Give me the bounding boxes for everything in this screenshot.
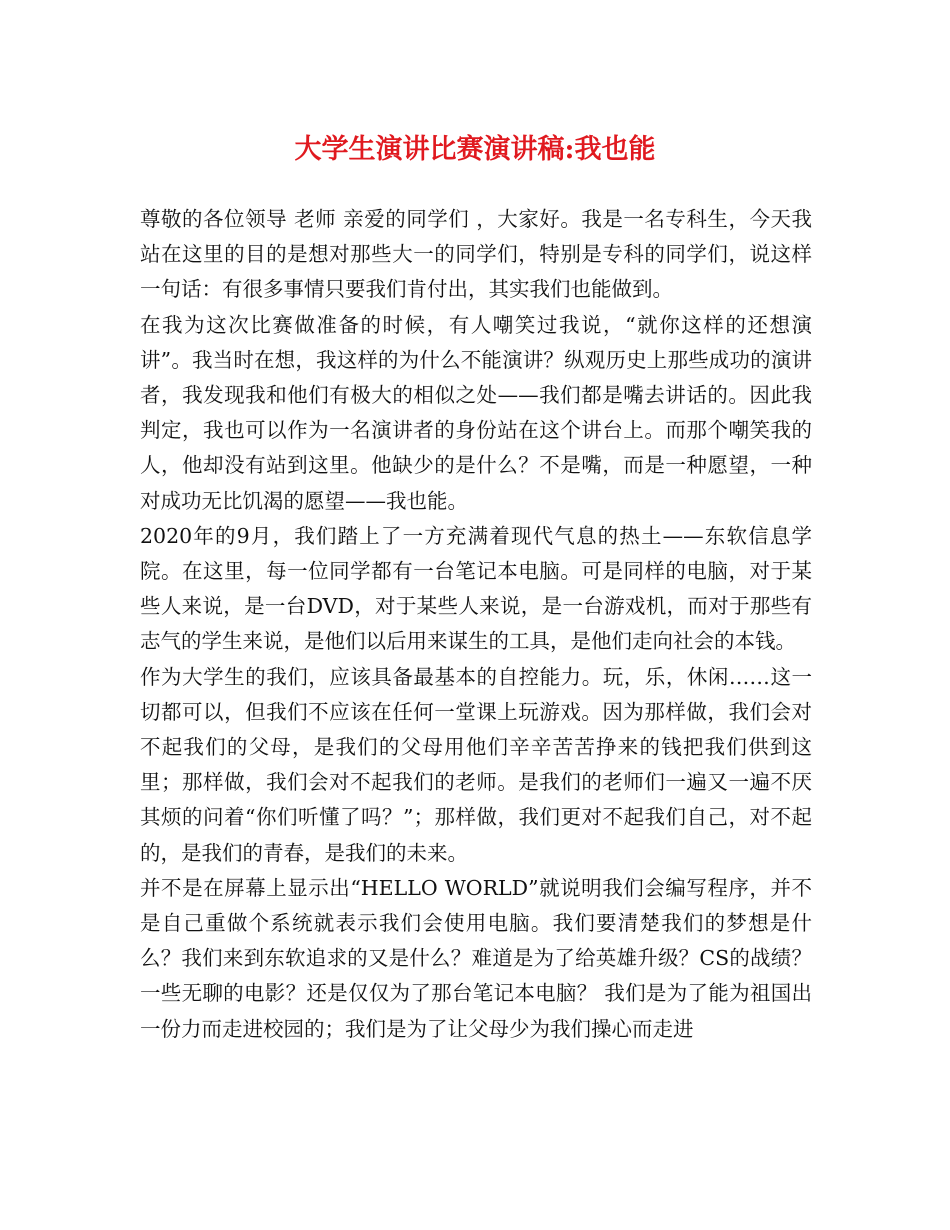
document-body [140, 202, 812, 1047]
paragraph-2020-september: 2020年的9月，我们踏上了一方充满着现代气息的热土——东软信息学院。在这里，每一位同学都有一台笔记本电脑。可是同样的电脑，对于某些人来说，是一台DVD，对于某些人来说，是一台游戏机，而对于那些有志气的学生来说，是他们以后用来谋生的工具，是他们走向社会的本钱。 [140, 523, 812, 654]
paragraph-greeting: 尊敬的各位领导 老师 亲爱的同学们 ，大家好。我是一名专科生，今天我站在这里的目的是想对那些大一的同学们，特别是专科的同学们，说这样一句话：有很多事情只要我们肯付出，其实我们也能做到。 [140, 207, 812, 302]
paragraph-preparation: 在我为这次比赛做准备的时候，有人嘲笑过我说，“就你这样的还想演讲”。我当时在想，我这样的为什么不能演讲？纵观历史上那些成功的演讲者，我发现我和他们有极大的相似之处——我们都是嘴去讲话的。因此我判定，我也可以作为一名演讲者的身份站在这个讲台上。而那个嘲笑我的人，他却没有站到这里。他缺少的是什么？不是嘴，而是一种愿望，一种对成功无比饥渴的愿望——我也能。 [140, 312, 812, 513]
paragraph-hello-world: 并不是在屏幕上显示出“HELLO WORLD”就说明我们会编写程序，并不是自己重做个系统就表示我们会使用电脑。我们要清楚我们的梦想是什么？我们来到东软追求的又是什么？难道是为了给英雄升级？CS的战绩？一些无聊的电影？还是仅仅为了那台笔记本电脑？ 我们是为了能为祖国出一份力而走进校园的；我们是为了让父母少为我们操心而走进 [140, 875, 812, 1041]
document-title: 大学生演讲比赛演讲稿:我也能 [294, 134, 656, 165]
paragraph-self-control: 作为大学生的我们，应该具备最基本的自控能力。玩，乐，休闲……这一切都可以，但我们不应该在任何一堂课上玩游戏。因为那样做，我们会对不起我们的父母，是我们的父母用他们辛辛苦苦挣来的钱把我们供到这里；那样做，我们会对不起我们的老师。是我们的老师们一遍又一遍不厌其烦的问着“你们听懂了吗？”；那样做，我们更对不起我们自己，对不起的，是我们的青春，是我们的未来。 [140, 664, 812, 865]
